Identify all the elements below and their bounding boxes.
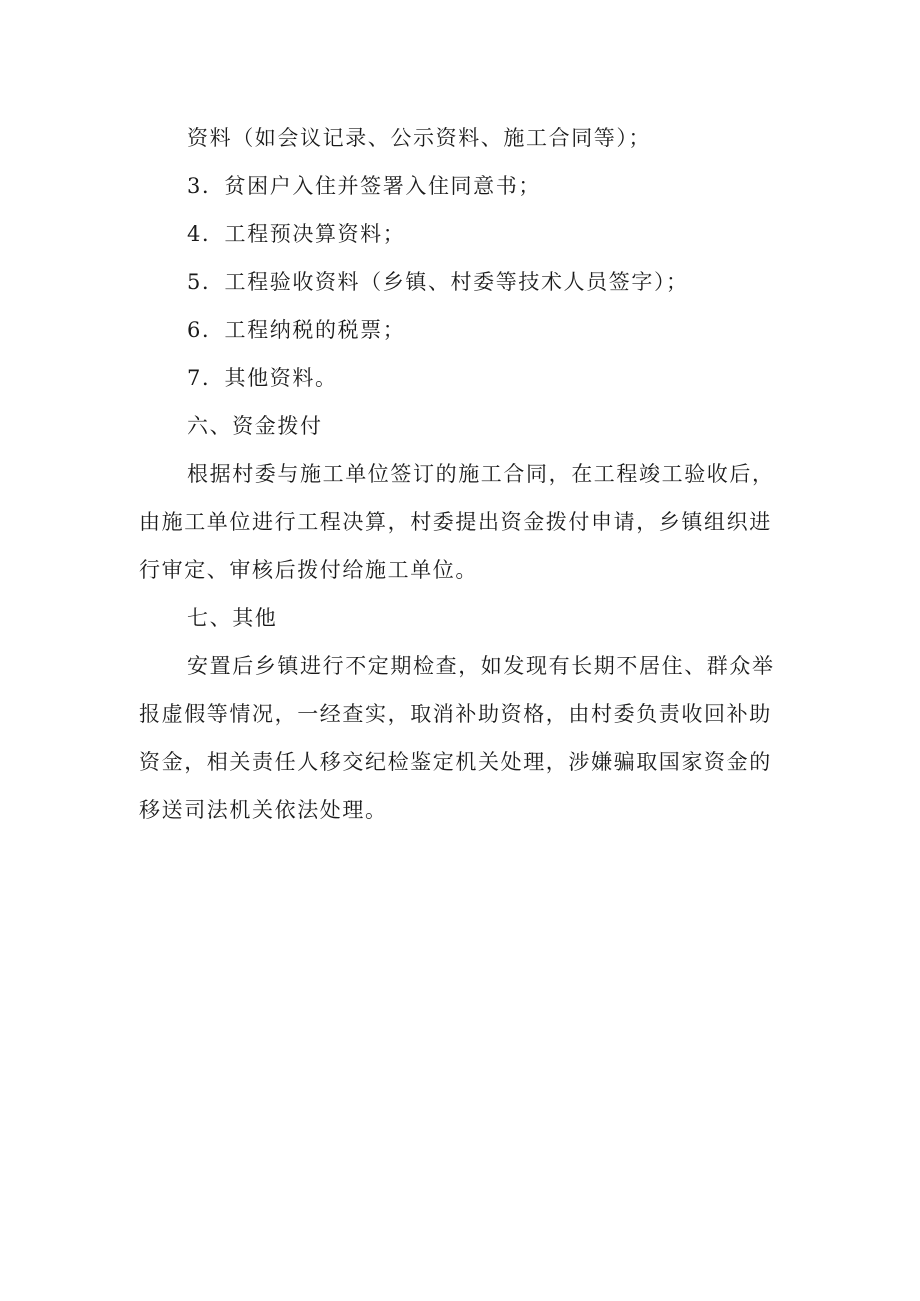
paragraph-line: 行审定、审核后拨付给施工单位。	[139, 558, 478, 582]
document-body	[139, 114, 799, 834]
list-item-7: 7．其他资料。	[187, 366, 338, 390]
paragraph-line: 移送司法机关依法处理。	[139, 798, 388, 822]
section-heading-6: 六、资金拨付	[187, 414, 323, 438]
paragraph-line: 根据村委与施工单位签订的施工合同，在工程竣工验收后，	[187, 462, 775, 486]
list-item-4: 4．工程预决算资料；	[187, 222, 406, 246]
paragraph-line: 报虚假等情况，一经查实，取消补助资格，由村委负责收回补助	[139, 702, 772, 726]
paragraph-line: 由施工单位进行工程决算，村委提出资金拨付申请，乡镇组织进	[139, 510, 772, 534]
text-line-materials-continued: 资料（如会议记录、公示资料、施工合同等）；	[187, 126, 652, 150]
paragraph-line: 资金，相关责任人移交纪检鉴定机关处理，涉嫌骗取国家资金的	[139, 750, 772, 774]
section-heading-7: 七、其他	[187, 606, 278, 630]
list-item-3: 3．贫困户入住并签署入住同意书；	[187, 174, 541, 198]
list-item-5: 5．工程验收资料（乡镇、村委等技术人员签字）；	[187, 270, 689, 294]
list-item-6: 6．工程纳税的税票；	[187, 318, 406, 342]
paragraph-line: 安置后乡镇进行不定期检查，如发现有长期不居住、群众举	[187, 654, 775, 678]
